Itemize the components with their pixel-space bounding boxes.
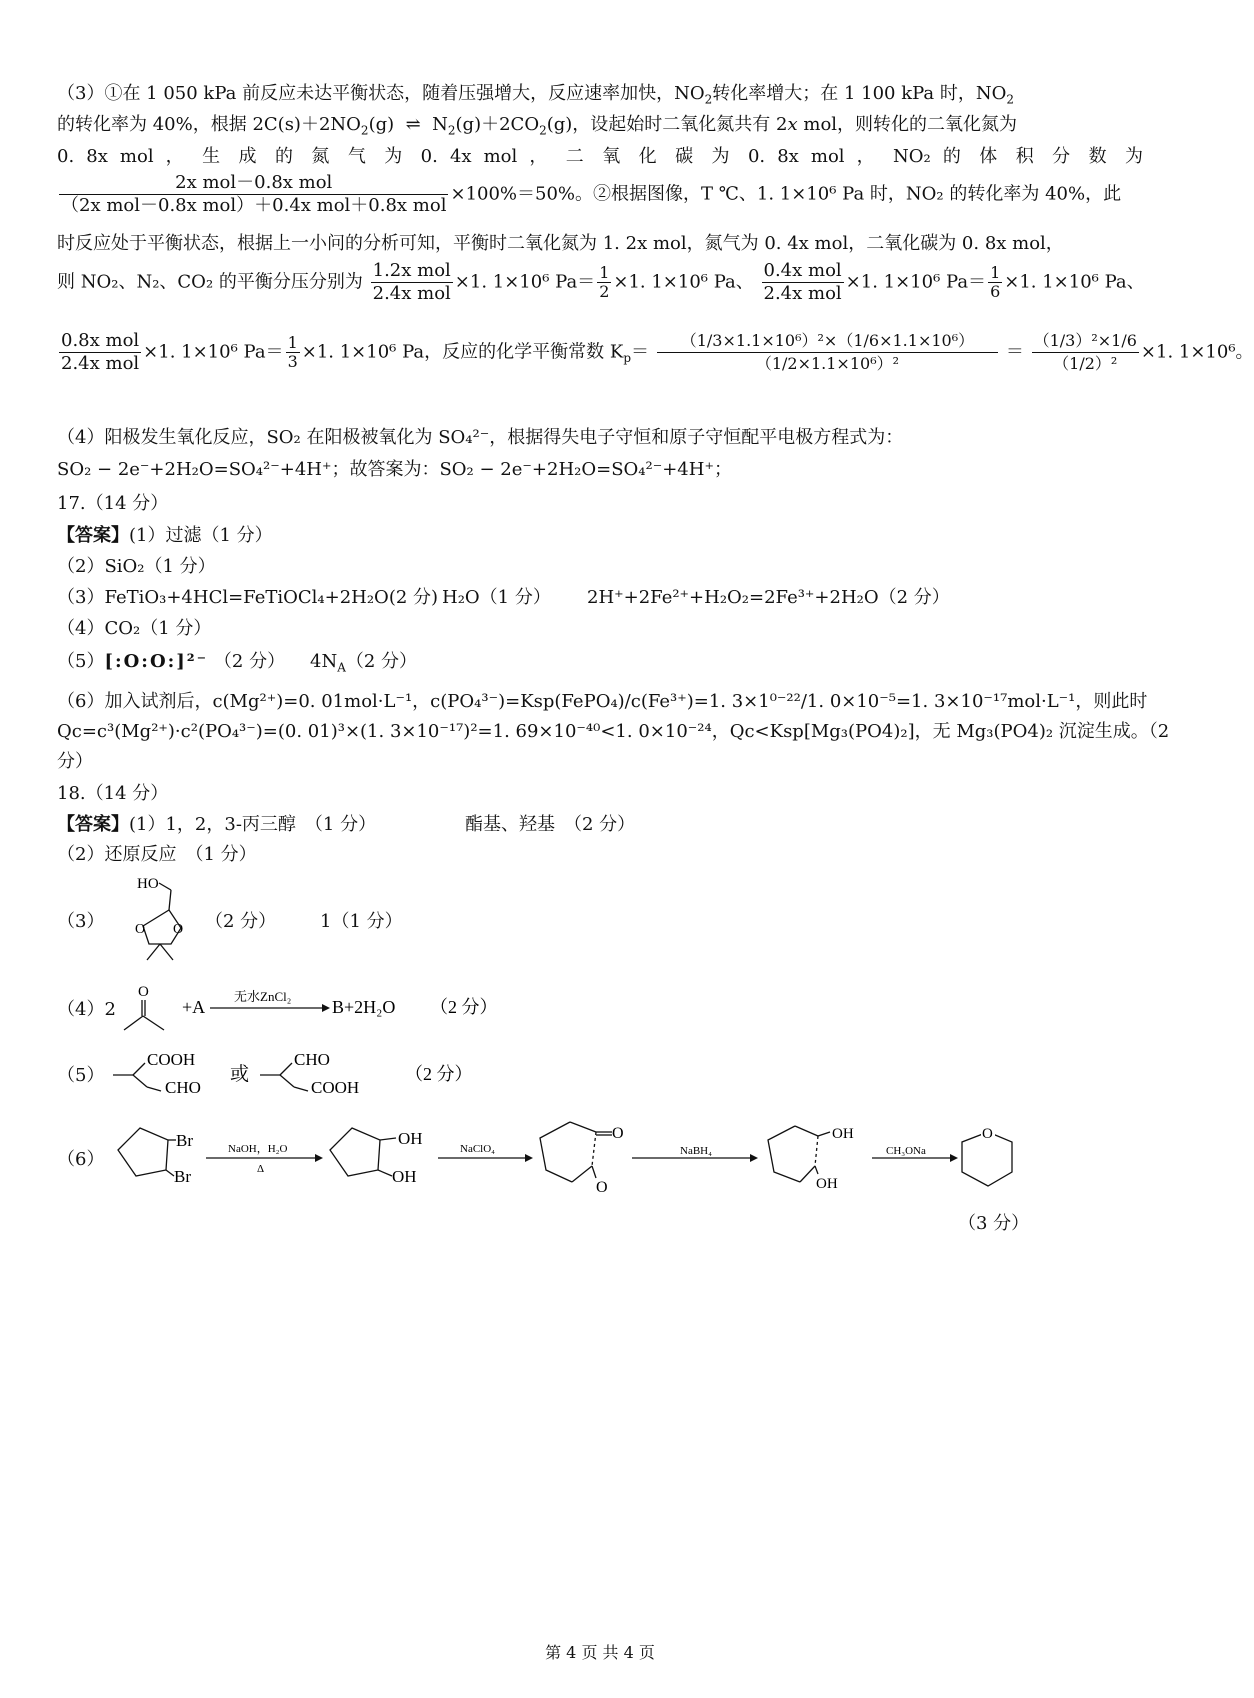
q18-answer-6-label: （6） <box>57 1149 105 1170</box>
svg-text:O: O <box>982 1126 993 1142</box>
svg-text:OH: OH <box>832 1126 854 1142</box>
q18-synthesis-route <box>100 1110 1060 1200</box>
kp-simplified: $\frac{\text{（1/3）²×1/6}}{\text{（1/2）²}}$ <box>1033 331 1137 373</box>
q16-p4-line1: （4）阳极发生氧化反应，SO₂ 在阳极被氧化为 SO₄²⁻，根据得失电子守恒和原子守恒配平电极方程式为： <box>57 427 904 448</box>
q17-answer-4: （4）CO₂（1 分） <box>57 618 212 639</box>
svg-text:O: O <box>173 922 184 937</box>
q18-answer-1: 【答案】(1）1，2，3-丙三醇 （1 分） 酯基、羟基 （2 分） <box>57 814 636 835</box>
fraction-sixth: $\frac{1}{6}$ <box>990 263 1001 301</box>
q18-answer-5-label: （5） <box>57 1065 105 1086</box>
page-footer: 第 4 页 共 4 页 <box>545 1643 655 1662</box>
q17-heading: 17.（14 分） <box>57 493 169 514</box>
q18-answer-6-points: （3 分） <box>958 1213 1030 1234</box>
svg-text:Br: Br <box>176 1131 193 1150</box>
svg-text:CHO: CHO <box>165 1078 201 1097</box>
q17-answer-2: （2）SiO₂（1 分） <box>57 556 216 577</box>
svg-text:OH: OH <box>816 1176 838 1192</box>
svg-text:O: O <box>612 1125 624 1142</box>
fraction-half: $\frac{1}{2}$ <box>599 263 610 301</box>
svg-text:CH₃ONa: CH₃ONa <box>886 1145 926 1157</box>
q16-p3-line7: $\frac{\text{0.8x mol}}{\text{2.4x mol}}$ ×1. 1×10⁶ Pa＝ $\frac{1}{3}$ ×1. 1×10⁶ Pa，反应的化学平衡常数 $K_p=$ $\frac{\text{（1/3×1.1×10⁶）²×（1/6×1.1×10⁶）}}{\text{（1/2×1.1×10⁶）²}}$ ＝ $\frac{\text{（1/3）²×1/6}}{\text{（1/2）²}}$ ×1. 1×10⁶。 <box>61 330 1254 374</box>
q18-reaction-4 <box>112 978 498 1038</box>
equilibrium-arrow-icon: ⇌ <box>399 114 427 135</box>
q16-p4-line2: SO₂ − 2e⁻+2H₂O=SO₄²⁻+4H⁺；故答案为：SO₂ − 2e⁻+2H₂O=SO₄²⁻+4H⁺； <box>57 459 732 480</box>
q18-answer-3-points: （2 分） <box>205 911 277 932</box>
q18-heading: 18.（14 分） <box>57 783 169 804</box>
svg-text:NaBH₄: NaBH₄ <box>680 1145 712 1157</box>
q18-answer-2: （2）还原反应 （1 分） <box>57 844 257 865</box>
svg-text:或: 或 <box>230 1064 250 1085</box>
svg-text:HO: HO <box>137 876 159 892</box>
svg-text:COOH: COOH <box>311 1078 360 1097</box>
q17-answer-1: 【答案】(1）过滤（1 分） <box>57 525 273 546</box>
fraction-n2-partial: $\frac{\text{0.4x mol}}{\text{2.4x mol}}$ <box>763 260 842 304</box>
svg-text:Δ: Δ <box>257 1163 265 1175</box>
q17-answer-5: （5）[:O:O:]²⁻ （2 分） $4N_A(2$ 分） <box>57 651 418 675</box>
fraction-third: $\frac{1}{3}$ <box>287 333 298 371</box>
svg-text:NaClO₄: NaClO₄ <box>460 1143 495 1155</box>
q16-p3-line5: 时反应处于平衡状态，根据上一小问的分析可知，平衡时二氧化氮为 1. 2x mol，氮气为 0. 4x mol，二氧化碳为 0. 8x mol， <box>57 233 1064 254</box>
q16-p3-line1: （3）①在 1 050 kPa 前反应未达平衡状态，随着压强增大，反应速率加快，$NO_2$转化率增大；在 1 100 kPa 时，$NO_2$ <box>57 83 1015 107</box>
svg-text:O: O <box>596 1179 608 1196</box>
fraction-no2-volume: $\frac{\text{2x mol－0.8x mol}}{\text{（2x mol－0.8x mol）＋0.4x mol＋0.8x mol}}$ <box>61 172 447 216</box>
kp-expression: $\frac{\text{（1/3×1.1×10⁶）²×（1/6×1.1×10⁶）}}{\text{（1/2×1.1×10⁶）²}}$ <box>657 330 998 375</box>
q18-answer-4-label: （4）2 <box>57 999 116 1020</box>
fraction-no2-partial: $\frac{\text{1.2x mol}}{\text{2.4x mol}}$ <box>372 260 451 304</box>
q17-answer-6-line1: （6）加入试剂后，c(Mg²⁺)=0. 01mol·L⁻¹，c(PO₄³⁻)=Ksp(FePO₄)/c(Fe³⁺)=1. 3×1⁰⁻²²/1. 0×10⁻⁵=1. 3×10⁻¹⁷mol·L⁻¹，则此时 <box>57 691 1148 712</box>
q17-answer-6-line3: 分） <box>57 751 93 772</box>
svg-text:O: O <box>135 922 146 937</box>
q17-answer-3: （3）FeTiO₃+4HCl=FeTiOCl₄+2H₂O(2 分) H₂O（1 分） 2H⁺+2Fe²⁺+H₂O₂=2Fe³⁺+2H₂O（2 分） <box>57 587 950 608</box>
svg-text:COOH: COOH <box>147 1050 196 1069</box>
dioxolane-structure <box>115 868 205 968</box>
svg-text:（2 分）: （2 分） <box>430 997 498 1017</box>
svg-text:NaOH，H₂O: NaOH，H₂O <box>228 1143 288 1155</box>
svg-text:+A: +A <box>182 997 206 1017</box>
fraction-co2-partial: $\frac{\text{0.8x mol}}{\text{2.4x mol}}$ <box>61 330 140 374</box>
q18-answer-3-label: （3） <box>57 911 105 932</box>
q17-answer-6-line2: Qc=c³(Mg²⁺)·c²(PO₄³⁻)=(0. 01)³×(1. 3×10⁻¹⁷)²=1. 69×10⁻⁴⁰<1. 0×10⁻²⁴，Qc<Ksp[Mg₃(PO4)₂]，无 Mg₃(PO4)₂ 沉淀生成。（2 <box>57 721 1170 742</box>
svg-text:CHO: CHO <box>294 1050 330 1069</box>
q16-p3-line6: 则 NO₂、N₂、CO₂ 的平衡分压分别为 $\frac{\text{1.2x mol}}{\text{2.4x mol}}$ ×1. 1×10⁶ Pa＝ $\frac{1}{2}$ ×1. 1×10⁶ Pa、 $\frac{\text{0.4x mol}}{\text{2.4x mol}}$ ×1. 1×10⁶ Pa＝ $\frac{1}{6}$ ×1. 1×10⁶ Pa、 <box>57 260 1145 304</box>
svg-text:OH: OH <box>398 1129 423 1148</box>
svg-text:Br: Br <box>174 1167 191 1186</box>
q18-answer-5-structures <box>105 1045 485 1105</box>
svg-text:O: O <box>138 984 149 1000</box>
q18-answer-3-b: 1（1 分） <box>320 911 403 932</box>
q16-p3-line3: 0. 8x mol ， 生 成 的 氮 气 为 0. 4x mol ， 二 氧 化 碳 为 0. 8x mol ， NO₂ 的 体 积 分 数 为 <box>57 146 1143 167</box>
peroxide-ion-lewis-structure: [:O:O:]²⁻ <box>104 651 209 672</box>
svg-text:无水ZnCl₂: 无水ZnCl₂ <box>234 989 292 1004</box>
q16-p3-line4: $\frac{\text{2x mol－0.8x mol}}{\text{（2x mol－0.8x mol）＋0.4x mol＋0.8x mol}}$ ×100%＝50%。②根据图像，T ℃、1. 1×10⁶ Pa 时，NO₂ 的转化率为 40%，此 <box>61 172 1122 216</box>
q16-p3-line2: 的转化率为 40%，根据 $2C(s)+2NO_2(g)$ ⇌ $N_2(g)+2CO_2(g)$，设起始时二氧化氮共有 2x mol，则转化的二氧化氮为 <box>57 114 1018 138</box>
svg-text:B+2H₂O: B+2H₂O <box>332 997 396 1017</box>
svg-text:OH: OH <box>392 1167 417 1186</box>
svg-text:（2 分）: （2 分） <box>405 1064 473 1084</box>
